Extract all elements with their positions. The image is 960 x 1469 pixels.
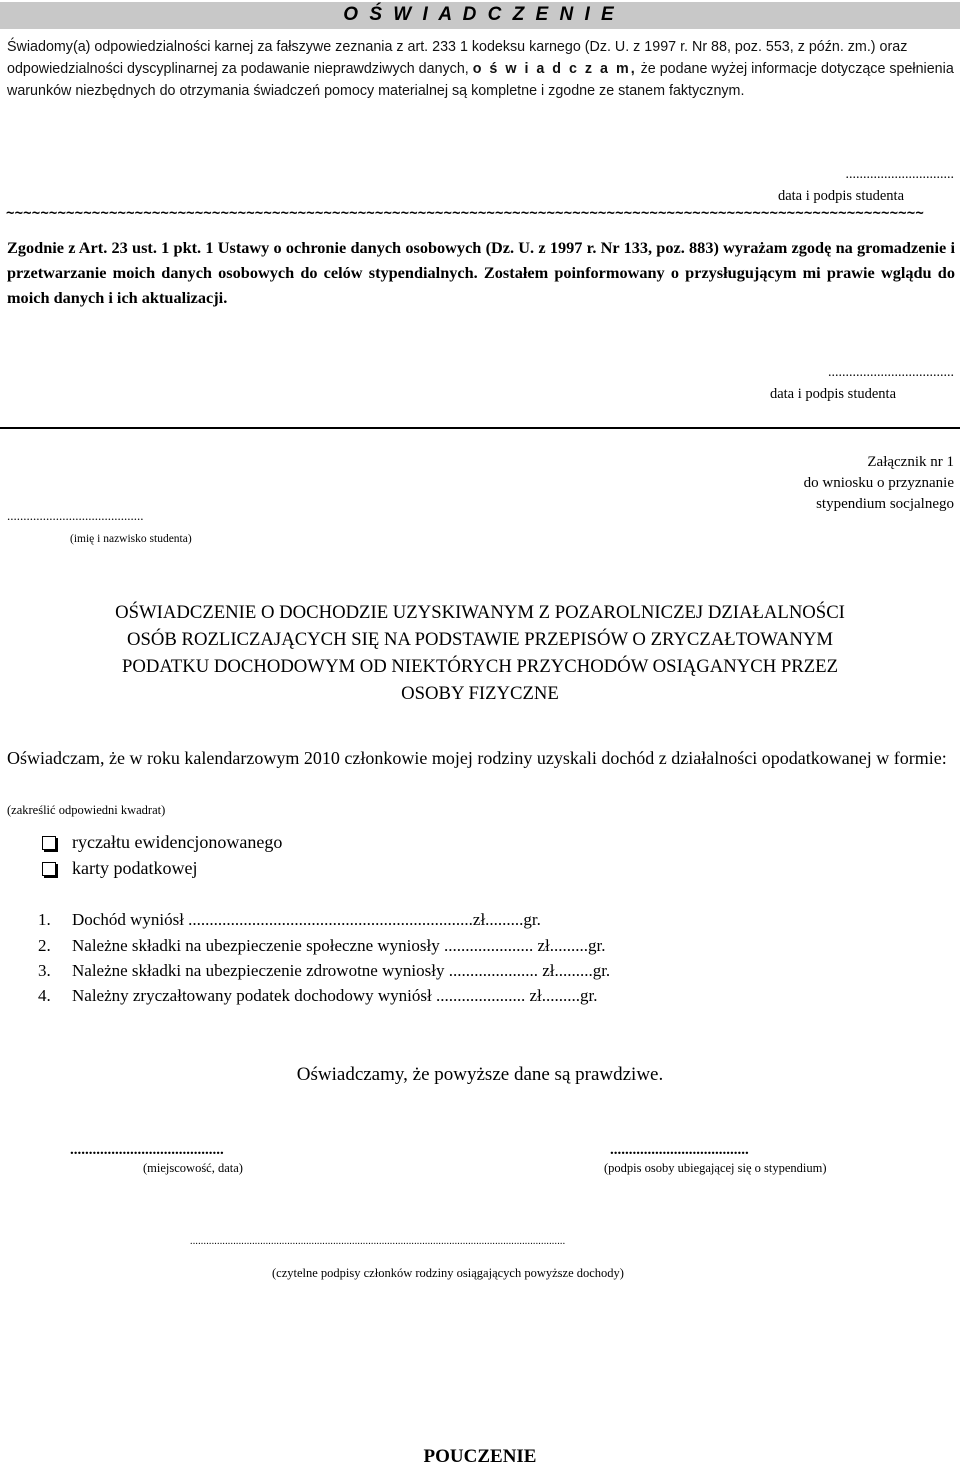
student-signature-line-2: .................................... — [828, 365, 954, 380]
data-consent-declaration: Zgodnie z Art. 23 ust. 1 pkt. 1 Ustawy o ochronie danych osobowych (Dz. U. z 1997 r. Nr 133, poz. 883) wyrażam zgodę na gromadzenie i przetwarzanie moich danych osobowych do celów stypendialnych. Zostałem poinformowany o przysługującym mi prawie wglądu do moich danych i ich aktualizacji. — [7, 238, 955, 307]
checkbox-icon[interactable] — [42, 836, 56, 850]
option-label: ryczałtu ewidencjonowanego — [72, 832, 283, 852]
family-signatures-field[interactable]: ........................................................................................................................................... — [190, 1236, 566, 1247]
student-signature-label-1: data i podpis studenta — [777, 188, 904, 204]
form-title-line-3: PODATKU DOCHODOWYM OD NIEKTÓRYCH PRZYCHODÓW OSIĄGANYCH PRZEZ — [121, 656, 839, 677]
checkbox-icon[interactable] — [42, 862, 56, 876]
student-name-field[interactable]: .......................................... — [7, 508, 144, 523]
attachment-line-2: do wniosku o przyznanie — [803, 475, 954, 491]
item-number: 4. — [38, 986, 51, 1005]
family-signatures-label: (czytelne podpisy członków rodziny osiągających powyższe dochody) — [272, 1266, 624, 1280]
student-name-label: (imię i nazwisko studenta) — [70, 533, 192, 545]
option-label: karty podatkowej — [72, 858, 198, 878]
option-tax-card[interactable] — [42, 858, 197, 879]
form-title-line-1: OŚWIADCZENIE O DOCHODZIE UZYSKIWANYM Z POZAROLNICZEJ DZIAŁALNOŚCI — [115, 602, 845, 623]
item-text: Należne składki na ubezpieczenie zdrowotne wyniosły ..................... zł.........gr. — [72, 961, 611, 980]
item-number: 1. — [38, 910, 51, 929]
income-item-1[interactable] — [38, 910, 541, 930]
applicant-signature-field[interactable]: ..................................... — [610, 1142, 749, 1158]
form-title-line-2: OSÓB ROZLICZAJĄCYCH SIĘ NA PODSTAWIE PRZEPISÓW O ZRYCZAŁTOWANYM — [127, 629, 833, 650]
liability-spaced-word: o ś w i a d c z a m, — [472, 61, 637, 77]
liability-text-a: Świadomy(a) odpowiedzialności karnej za fałszywe zeznania z art. 233 1 kodeksu karnego (Dz. U. z 1997 r. Nr 88, poz. 553, z późn. zm.) oraz odpowiedzialności dyscyplinarnej za podawanie nieprawdziwych danych, — [7, 39, 908, 77]
income-item-3[interactable] — [38, 961, 610, 981]
attachment-line-1: Załącznik nr 1 — [867, 454, 954, 470]
declaration-title: O Ś W I A D C Z E N I E — [343, 4, 617, 25]
item-number: 2. — [38, 936, 51, 955]
item-text: Należne składki na ubezpieczenie społeczne wyniosły ..................... zł.........gr. — [72, 936, 606, 955]
attachment-line-3: stypendium socjalnego — [816, 496, 954, 512]
income-item-2[interactable] — [38, 936, 605, 956]
student-signature-line-1: ............................... — [845, 167, 954, 182]
section-divider — [0, 427, 960, 429]
place-date-field[interactable]: ......................................... — [70, 1142, 224, 1158]
liability-declaration — [7, 36, 955, 102]
truth-statement: Oświadczamy, że powyższe dane są prawdziwe. — [296, 1064, 664, 1085]
liability-text-b: że podane wyżej informacje dotyczące spełnienia warunków niezbędnych do otrzymania świadczeń pomocy materialnej są kompletne i zgodne ze stanem faktycznym. — [7, 61, 954, 99]
item-text: Należny zryczałtowany podatek dochodowy wyniósł ..................... zł.........gr. — [72, 986, 598, 1005]
item-number: 3. — [38, 961, 51, 980]
place-date-label: (miejscowość, data) — [143, 1161, 243, 1175]
tilde-separator: ~~~~~~~~~~~~~~~~~~~~~~~~~~~~~~~~~~~~~~~~~~~~~~~~~~~~~~~~~~~~~~~~~~~~~~~~~~~~~~~~~~~~~~~~~~~~~~~~~~~~~~~~~~~ — [6, 205, 924, 221]
form-title-line-4: OSOBY FIZYCZNE — [401, 683, 559, 704]
attachment-note — [804, 452, 954, 515]
income-item-4[interactable] — [38, 986, 597, 1006]
applicant-signature-label: (podpis osoby ubiegającej się o stypendium) — [604, 1161, 827, 1175]
option-lump-sum[interactable] — [42, 832, 282, 853]
student-signature-label-2: data i podpis studenta — [769, 386, 896, 402]
income-statement: Oświadczam, że w roku kalendarzowym 2010 członkowie mojej rodziny uzyskali dochód z działalności opodatkowanej w formie: — [7, 748, 947, 768]
form-title — [0, 599, 960, 707]
instructions-title: POUCZENIE — [423, 1446, 537, 1467]
checkbox-instruction: (zakreślić odpowiedni kwadrat) — [7, 803, 166, 817]
item-text: Dochód wyniósł ...................................................................zł.........gr. — [72, 910, 541, 929]
